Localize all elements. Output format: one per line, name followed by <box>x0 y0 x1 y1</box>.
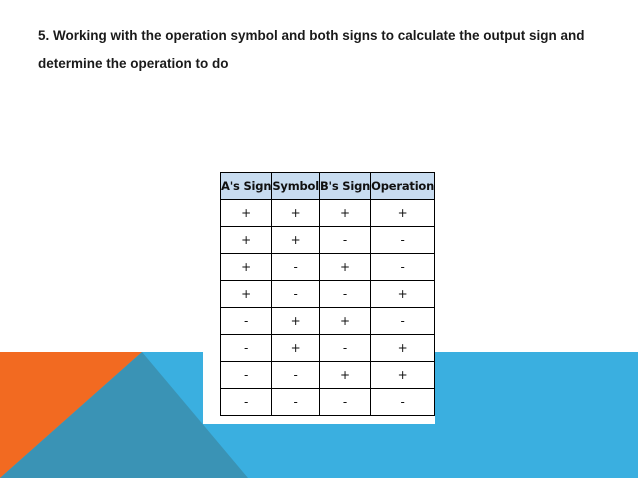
cell-operation: + <box>371 281 435 308</box>
cell-operation: - <box>371 254 435 281</box>
cell-a-sign: - <box>221 389 272 416</box>
cell-a-sign: - <box>221 362 272 389</box>
cell-symbol: - <box>272 281 320 308</box>
cell-operation: - <box>371 227 435 254</box>
header-a-sign: A's Sign <box>221 173 272 200</box>
table-row <box>221 335 435 362</box>
cell-symbol: - <box>272 389 320 416</box>
cell-b-sign: + <box>319 308 370 335</box>
cell-symbol: + <box>272 227 320 254</box>
cell-operation: - <box>371 389 435 416</box>
cell-b-sign: - <box>319 389 370 416</box>
header-operation: Operation <box>371 173 435 200</box>
cell-a-sign: + <box>221 281 272 308</box>
header-symbol: Symbol <box>272 173 320 200</box>
cell-symbol: + <box>272 335 320 362</box>
table-row <box>221 200 435 227</box>
table-row <box>221 308 435 335</box>
cell-symbol: - <box>272 254 320 281</box>
cell-operation: - <box>371 308 435 335</box>
cell-b-sign: - <box>319 281 370 308</box>
cell-b-sign: + <box>319 200 370 227</box>
table-row <box>221 281 435 308</box>
table-panel <box>203 165 435 424</box>
cell-a-sign: - <box>221 308 272 335</box>
header-b-sign: B's Sign <box>319 173 370 200</box>
slide-title: 5. Working with the operation symbol and both signs to calculate the output sign and determine the operation to do <box>38 28 585 71</box>
cell-b-sign: - <box>319 227 370 254</box>
table-row <box>221 362 435 389</box>
cell-operation: + <box>371 362 435 389</box>
cell-b-sign: + <box>319 362 370 389</box>
cell-b-sign: - <box>319 335 370 362</box>
cell-b-sign: + <box>319 254 370 281</box>
cell-symbol: + <box>272 308 320 335</box>
table-row <box>221 389 435 416</box>
table-header-row <box>221 173 435 200</box>
table-row <box>221 254 435 281</box>
cell-operation: + <box>371 200 435 227</box>
sign-rules-table <box>220 172 435 416</box>
cell-a-sign: - <box>221 335 272 362</box>
table-row <box>221 227 435 254</box>
cell-operation: + <box>371 335 435 362</box>
cell-a-sign: + <box>221 254 272 281</box>
cell-symbol: + <box>272 200 320 227</box>
cell-a-sign: + <box>221 200 272 227</box>
cell-a-sign: + <box>221 227 272 254</box>
cell-symbol: - <box>272 362 320 389</box>
